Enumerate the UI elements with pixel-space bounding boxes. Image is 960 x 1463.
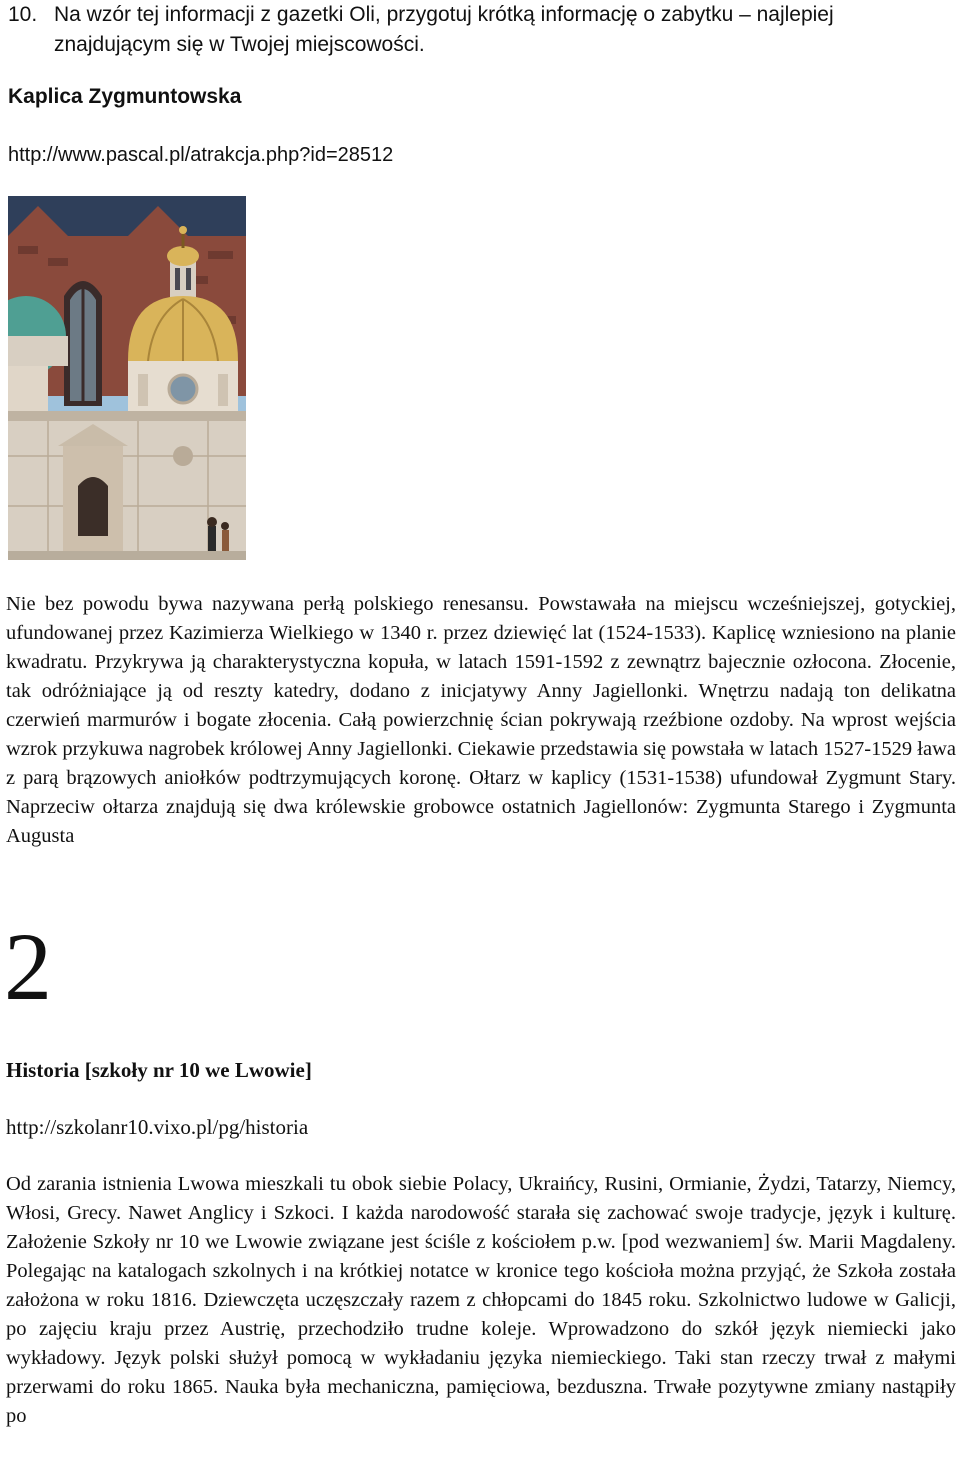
task-instruction <box>8 0 948 60</box>
task-line-2: znajdującym się w Twojej miejscowości. <box>54 33 425 56</box>
section-number: 2 <box>4 913 52 1020</box>
article-1-paragraph: Nie bez powodu bywa nazywana perłą polskiego renesansu. Powstawała na miejscu wcześniejszej, gotyckiej, ufundowanej przez Kazimierza Wielkiego w 1340 r. przez dziewięć lat (1524-1533). Kaplicę wzniesiono na planie kwadratu. Przykrywa ją charakterystyczna kopuła, w latach 1591-1592 z zewnątrz bajecznie ozłocona. Złocenie, tak odróżniające ją od reszty katedry, dodano z inicjatywy Anny Jagiellonki. Wnętrzu nadają ton delikatna czerwień marmurów i bogate złocenia. Całą powierzchnię ścian pokrywają rzeźbione ozdoby. Na wprost wejścia wzrok przykuwa nagrobek królowej Anny Jagiellonki. Ciekawie przedstawia się powstała w latach 1527-1529 ława z parą brązowych aniołków podtrzymujących koronę. Ołtarz w kaplicy (1531-1538) ufundował Zygmunt Stary. Naprzeciw ołtarza znajdują się dwa królewskie grobowce ostatnich Jagiellonów: Zygmunta Starego i Zygmunta Augusta <box>6 593 956 847</box>
task-text-1: Na wzór tej informacji z gazetki Oli, przygotuj krótką informację o zabytku – najlepiej <box>54 3 834 26</box>
article-1-url: http://www.pascal.pl/atrakcja.php?id=28512 <box>8 144 394 166</box>
article-1-title: Kaplica Zygmuntowska <box>8 85 242 108</box>
task-number: 10. <box>8 3 38 26</box>
article-2-paragraph: Od zarania istnienia Lwowa mieszkali tu obok siebie Polacy, Ukraińcy, Rusini, Ormianie, Żydzi, Tatarzy, Niemcy, Włosi, Grecy. Nawet Anglicy i Szkoci. I każda narodowość starała się zachować swoje tradycje, język i kulturę. Założenie Szkoły nr 10 we Lwowie związane jest ściśle z kościołem p.w. [pod wezwaniem] św. Marii Magdaleny. Polegając na katalogach szkolnych i na krótkiej notatce w kronice tego kościoła można przyjąć, że Szkoła została założona w roku 1816. Dziewczęta uczęszczały razem z chłopcami do 1845 roku. Szkolnictwo ludowe w Galicji, po zajęciu kraju przez Austrię, przechodziło trudne koleje. Wprowadzono do szkół język niemiecki jako wykładowy. Język polski służył pomocą w wykładaniu języka niemieckiego. Taki stan rzeczy trwał z małymi przerwami do roku 1865. Nauka była mechaniczna, pamięciowa, bezduszna. Trwałe pozytywne zmiany nastąpiły po <box>6 1173 956 1427</box>
article-2-title: Historia [szkoły nr 10 we Lwowie] <box>6 1058 312 1082</box>
chapel-illustration <box>8 196 246 560</box>
article-2-url: http://szkolanr10.vixo.pl/pg/historia <box>6 1115 309 1139</box>
chapel-photo <box>8 196 246 560</box>
task-line-1 <box>8 0 948 30</box>
